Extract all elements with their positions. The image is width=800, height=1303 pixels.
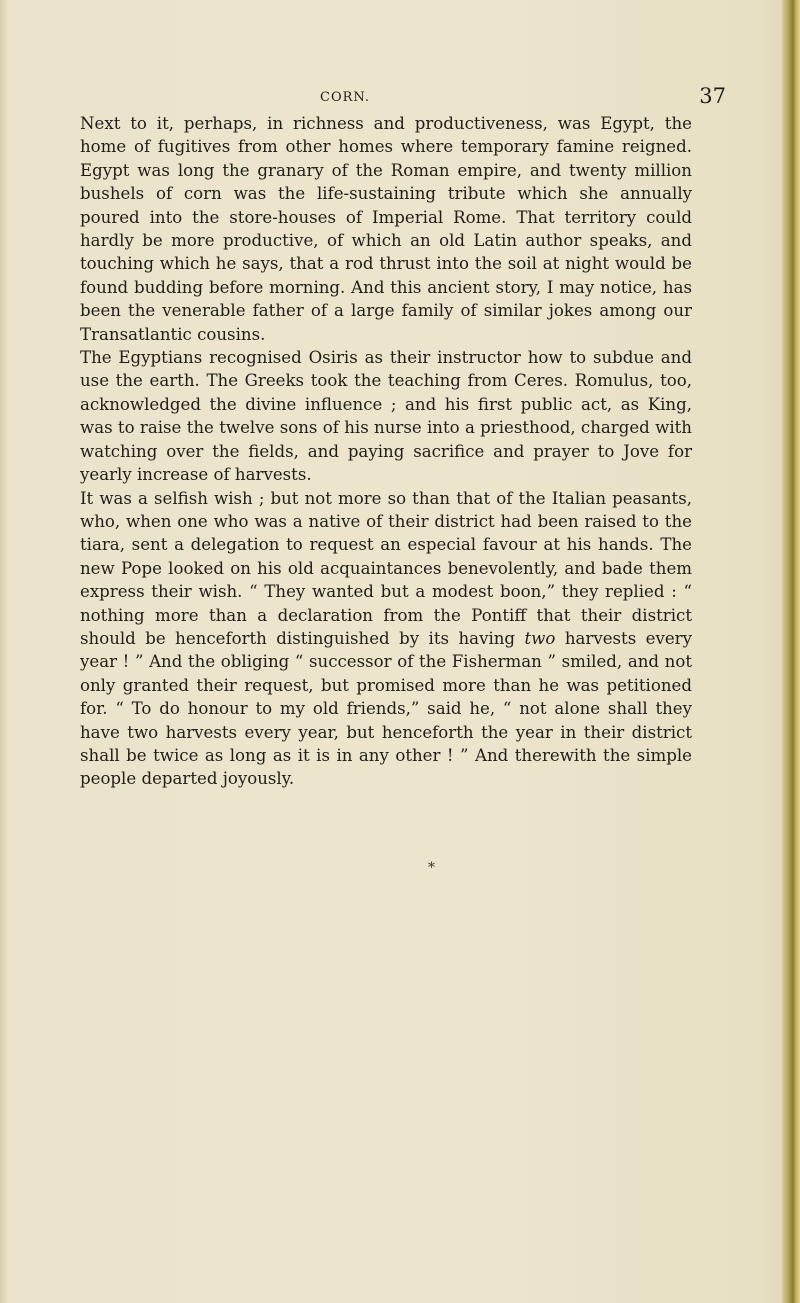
page-left-edge	[0, 0, 8, 1303]
page-header	[66, 84, 758, 112]
ornament-mark: *	[428, 860, 435, 876]
paragraph-text-before: It was a selfish wish ; but not more so than that of the Italian peasants, who, when one who was a native of their district had been raised to the tiara, sent a delegation to request an especial favour at his hands. The new Pope looked on his old acquaintances benevolently, and bade them express their wish. “ They wanted but a modest boon,” they replied : “ nothing more than a declaration from the Pontiff that their district should be henceforth distinguished by its having	[80, 488, 692, 648]
paragraph-osiris: The Egyptians recognised Osiris as their instructor how to subdue and use the earth. The Greeks took the teaching from Ceres. Romulus, too, acknowledged the divine influence ; and his first public act, as King, was to raise the twelve sons of his nurse into a priesthood, charged with watching over the fields, and paying sacrifice and prayer to Jove for yearly increase of harvests.	[80, 348, 692, 485]
paragraph-egypt: Next to it, perhaps, in richness and productiveness, was Egypt, the home of fugitives from other homes where temporary famine reigned. Egypt was long the granary of the Roman empire, and twenty million bushels of corn was the life-sustaining tribute which she annually poured into the store-houses of Imperial Rome. That territory could hardly be more productive, of which an old Latin author speaks, and touching which he says, that a rod thrust into the soil at night would be found budding before morning. And this ancient story, I may notice, has been the venerable father of a large family of similar jokes among our Transatlantic cousins.	[80, 114, 692, 344]
italic-word: two	[524, 628, 556, 648]
page-number: 37	[699, 84, 726, 108]
paragraph-text-after: harvests every year ! ” And the obliging “ successor of the Fisherman ” smiled, and not only granted their request, but promised more than he was petitioned for. “ To do honour to my old friends,” said he, “ not alone shall they have two harvests every year, but henceforth the year in their district shall be twice as long as it is in any other ! ” And therewith the simple people departed joyously.	[80, 628, 692, 789]
body-text	[80, 112, 692, 791]
running-head: CORN.	[320, 90, 371, 105]
book-spine-edge	[782, 0, 800, 1303]
paragraph-italian-peasants	[80, 487, 692, 791]
